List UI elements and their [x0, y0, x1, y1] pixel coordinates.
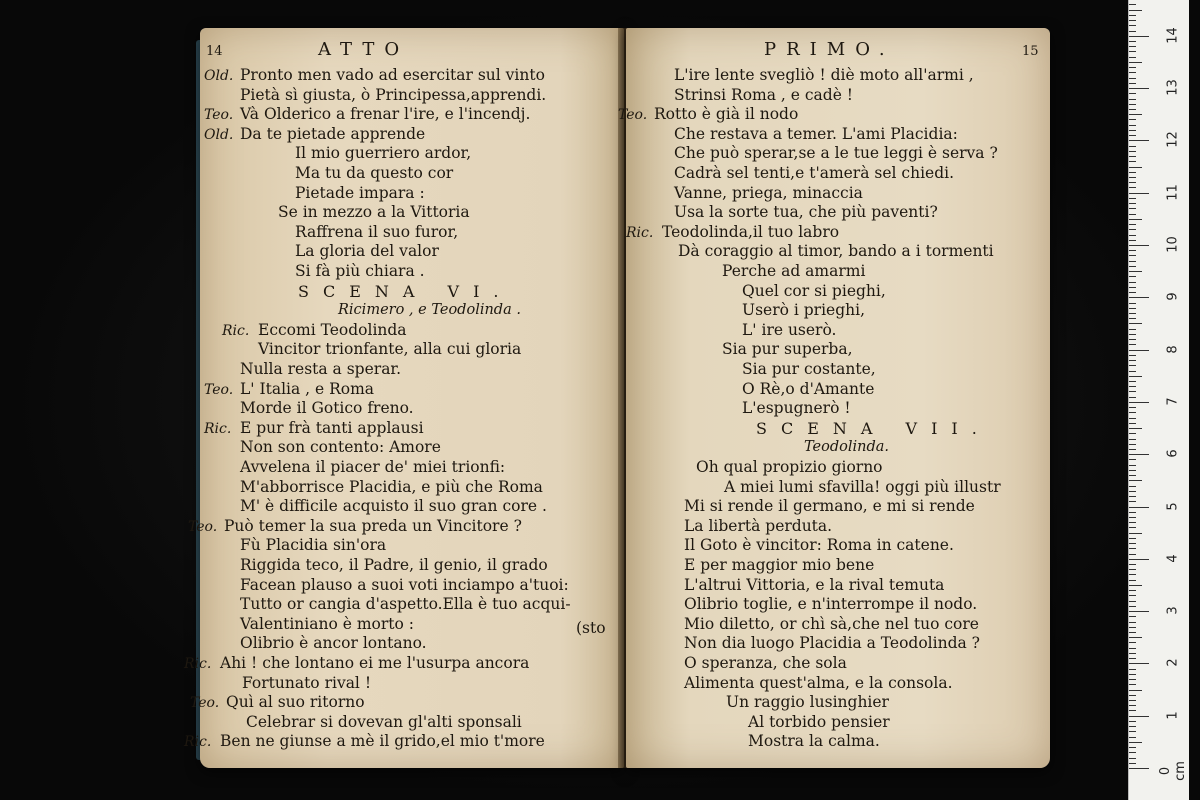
ruler-tick — [1129, 276, 1136, 277]
left-text-line: Avvelena il piacer de' miei trionfi: — [240, 458, 506, 476]
ruler-tick — [1129, 271, 1142, 272]
ruler-tick — [1129, 240, 1136, 241]
ruler-tick — [1129, 187, 1136, 188]
right-text-line: Userò i prieghi, — [742, 301, 865, 320]
ruler-tick — [1129, 46, 1136, 47]
left-text-line: Non son contento: Amore — [240, 438, 441, 457]
right-text-line: Alimenta quest'alma, e la consola. — [684, 673, 953, 692]
ruler-tick — [1129, 114, 1142, 115]
ruler-tick — [1129, 418, 1136, 419]
right-text-line: Vanne, priega, minaccia — [674, 183, 863, 202]
ruler-tick — [1129, 543, 1136, 544]
right-text-line: Sia pur costante, — [742, 360, 876, 378]
left-speaker-label: Ric. — [184, 656, 212, 672]
ruler-tick — [1129, 480, 1142, 481]
right-text-line: Sia pur superba, — [722, 340, 853, 359]
ruler-tick — [1129, 538, 1136, 539]
ruler-tick — [1129, 465, 1136, 466]
ruler-tick — [1129, 768, 1149, 769]
ruler-tick — [1129, 679, 1136, 680]
ruler-tick — [1129, 229, 1136, 230]
ruler-tick — [1129, 742, 1142, 743]
ruler-tick — [1129, 140, 1149, 141]
left-text-line: Olibrio è ancor lontano. — [240, 634, 427, 653]
ruler-tick — [1129, 371, 1136, 372]
left-text-line: Il mio guerriero ardor, — [295, 144, 472, 163]
ruler-tick — [1129, 449, 1136, 450]
margin-note: (sto — [576, 618, 606, 637]
ruler-tick — [1129, 130, 1136, 131]
left-text-line: Pronto men vado ad esercitar sul vinto — [240, 66, 545, 84]
right-text-line: Oh qual propizio giorno — [696, 458, 883, 476]
ruler-tick — [1129, 569, 1136, 570]
right-text-line: Che può sperar,se a le tue leggi è serva ? — [674, 144, 998, 163]
left-text-line: Valentiniano è morto : — [240, 614, 414, 633]
ruler-tick — [1129, 72, 1136, 73]
ruler-tick — [1129, 182, 1136, 183]
ruler-tick — [1129, 501, 1136, 502]
right-text-line: Strinsi Roma , e cadè ! — [674, 85, 854, 104]
ruler-tick — [1129, 151, 1136, 152]
left-text-line: La gloria del valor — [295, 242, 439, 261]
ruler-tick — [1129, 590, 1136, 591]
ruler-number: 10 — [1165, 236, 1181, 253]
ruler-tick — [1129, 616, 1136, 617]
ruler-tick — [1129, 486, 1136, 487]
ruler-tick — [1129, 695, 1136, 696]
ruler-tick — [1129, 329, 1136, 330]
ruler-number: 4 — [1165, 554, 1181, 563]
ruler-tick — [1129, 459, 1136, 460]
left-text-line: Và Olderico a frenar l'ire, e l'incendj. — [240, 105, 531, 124]
left-text-line: Ben ne giunse a mè il grido,el mio t'more — [220, 732, 545, 751]
ruler-tick — [1129, 710, 1136, 711]
ruler-tick — [1129, 595, 1136, 596]
ruler-tick — [1129, 439, 1136, 440]
ruler-tick — [1129, 161, 1136, 162]
ruler-tick — [1129, 585, 1142, 586]
ruler-tick — [1129, 554, 1136, 555]
ruler-tick — [1129, 292, 1136, 293]
ruler-tick — [1129, 397, 1136, 398]
right-page — [618, 28, 1050, 768]
right-text-line: Rotto è già il nodo — [654, 105, 799, 124]
ruler-tick — [1129, 564, 1136, 565]
ruler-tick — [1129, 255, 1136, 256]
left-text-line: Vincitor trionfante, alla cui gloria — [258, 340, 522, 359]
ruler-number: 11 — [1165, 183, 1181, 201]
ruler-tick — [1129, 737, 1136, 738]
ruler-tick — [1129, 193, 1149, 194]
ruler-tick — [1129, 721, 1136, 722]
ruler-tick — [1129, 642, 1136, 643]
left-page — [184, 28, 624, 768]
ruler-tick — [1129, 376, 1142, 377]
ruler-tick — [1129, 674, 1136, 675]
ruler-tick — [1129, 475, 1136, 476]
left-text-line: Celebrar si dovevan gl'alti sponsali — [246, 712, 522, 731]
right-text-line: Al torbido pensier — [748, 712, 890, 731]
left-text-line: Pietà sì giusta, ò Principessa,apprendi. — [240, 85, 547, 104]
ruler-tick — [1129, 146, 1136, 147]
right-text-line: L'altrui Vittoria, e la rival temuta — [684, 575, 945, 594]
ruler-tick — [1129, 219, 1142, 220]
right-scene-heading: SCENA VII. — [756, 418, 991, 438]
right-text-line: L' ire userò. — [742, 320, 837, 339]
ruler-tick — [1129, 527, 1136, 528]
right-text-line: Mi si rende il germano, e mi si rende — [684, 497, 975, 516]
ruler-tick — [1129, 250, 1136, 251]
ruler-tick — [1129, 125, 1136, 126]
right-text-line: Perche ad amarmi — [722, 262, 866, 280]
ruler-tick — [1129, 266, 1136, 267]
ruler-number: 8 — [1165, 344, 1181, 354]
right-text-line: Un raggio lusinghier — [726, 693, 889, 712]
ruler-tick — [1129, 41, 1136, 42]
right-page-header: PRIMO. — [764, 39, 895, 60]
ruler-tick — [1129, 208, 1136, 209]
left-text-line: Fù Placidia sin'ora — [240, 536, 387, 555]
ruler-unit-label: 0 cm — [1158, 761, 1188, 781]
left-scene-heading: SCENA VI. — [298, 281, 513, 301]
right-text-line: Mostra la calma. — [748, 732, 880, 751]
ruler-tick — [1129, 533, 1142, 534]
ruler-tick — [1129, 25, 1136, 26]
ruler-tick — [1129, 20, 1136, 21]
left-text-line: Se in mezzo a la Vittoria — [278, 203, 470, 222]
ruler-number: 12 — [1165, 131, 1181, 149]
ruler-tick — [1129, 423, 1136, 424]
right-text-line: Dà coraggio al timor, bando a i tormenti — [678, 242, 994, 261]
ruler-tick — [1129, 4, 1136, 5]
ruler-tick — [1129, 705, 1136, 706]
left-text-line: L' Italia , e Roma — [240, 379, 375, 398]
left-text-line: E pur frà tanti applausi — [240, 418, 424, 437]
ruler-tick — [1129, 355, 1136, 356]
right-page-number: 15 — [1022, 44, 1039, 59]
ruler-tick — [1129, 428, 1142, 429]
ruler-number: 2 — [1165, 658, 1181, 668]
ruler-tick — [1129, 51, 1136, 52]
right-text-line: Non dia luogo Placidia a Teodolinda ? — [684, 634, 980, 653]
left-text-line: M'abborrisce Placidia, e più che Roma — [240, 477, 543, 496]
ruler-tick — [1129, 669, 1136, 670]
ruler-tick — [1129, 548, 1136, 549]
ruler-tick — [1129, 758, 1136, 759]
ruler-tick — [1129, 433, 1136, 434]
ruler-number: 3 — [1165, 606, 1181, 615]
right-text-line: L'ire lente svegliò ! diè moto all'armi , — [674, 66, 974, 84]
ruler-tick — [1129, 412, 1136, 413]
right-text-line: E per maggior mio bene — [684, 556, 875, 574]
ruler-tick — [1129, 653, 1136, 654]
left-text-line: Quì al suo ritorno — [226, 693, 365, 712]
ruler-tick — [1129, 627, 1136, 628]
ruler-tick — [1129, 360, 1136, 361]
right-text-line: La libertà perduta. — [684, 516, 833, 535]
ruler-tick — [1129, 323, 1142, 324]
ruler-tick — [1129, 83, 1136, 84]
ruler-tick — [1129, 574, 1136, 575]
ruler-tick — [1129, 303, 1136, 304]
left-text-line: Ma tu da questo cor — [295, 164, 454, 182]
ruler-tick — [1129, 752, 1136, 753]
ruler-tick — [1129, 512, 1136, 513]
ruler-number: 13 — [1165, 79, 1181, 96]
ruler-tick — [1129, 622, 1136, 623]
ruler-tick — [1129, 747, 1136, 748]
left-text-line: Fortunato rival ! — [242, 673, 372, 692]
right-page-text — [618, 28, 1050, 768]
ruler-tick — [1129, 167, 1142, 168]
ruler-tick — [1129, 104, 1136, 105]
ruler-tick — [1129, 67, 1136, 68]
left-text-line: Eccomi Teodolinda — [258, 320, 407, 339]
ruler-tick — [1129, 381, 1136, 382]
ruler-tick — [1129, 224, 1136, 225]
ruler-tick — [1129, 496, 1136, 497]
ruler-tick — [1129, 198, 1136, 199]
ruler-tick — [1129, 507, 1149, 508]
left-text-line: Nulla resta a sperar. — [240, 360, 402, 378]
ruler-tick — [1129, 36, 1149, 37]
ruler-tick — [1129, 522, 1136, 523]
right-text-line: Quel cor si pieghi, — [742, 281, 886, 300]
ruler-tick — [1129, 700, 1136, 701]
ruler-tick — [1129, 601, 1136, 602]
right-text-line: O speranza, che sola — [684, 654, 847, 672]
right-text-line: Mio diletto, or chì sà,che nel tuo core — [684, 614, 979, 633]
left-text-line: Ricimero , e Teodolinda . — [338, 302, 521, 319]
ruler-tick — [1129, 606, 1136, 607]
ruler-number: 6 — [1165, 449, 1181, 458]
left-speaker-label: Old. — [204, 126, 234, 143]
ruler-tick — [1129, 135, 1136, 136]
ruler-tick — [1129, 109, 1136, 110]
ruler-tick — [1129, 344, 1136, 345]
ruler-tick — [1129, 261, 1136, 262]
left-page-number: 14 — [206, 44, 223, 59]
ruler-tick — [1129, 318, 1136, 319]
left-speaker-label: Teo. — [204, 381, 234, 398]
ruler-tick — [1129, 517, 1136, 518]
left-speaker-label: Ric. — [222, 322, 250, 339]
left-speaker-label: Ric. — [184, 734, 212, 751]
ruler-tick — [1129, 88, 1149, 89]
ruler-tick — [1129, 245, 1149, 246]
left-text-line: Tutto or cangia d'aspetto.Ella è tuo acqui- — [240, 595, 571, 614]
ruler-tick — [1129, 648, 1136, 649]
ruler-tick — [1129, 308, 1136, 309]
ruler-tick — [1129, 93, 1136, 94]
ruler-tick — [1129, 156, 1136, 157]
right-text-line: Che restava a temer. L'ami Placidia: — [674, 124, 958, 143]
ruler-tick — [1129, 470, 1136, 471]
ruler-tick — [1129, 235, 1136, 236]
ruler-tick — [1129, 559, 1149, 560]
ruler-number: 14 — [1165, 27, 1181, 44]
ruler-tick — [1129, 119, 1136, 120]
ruler-tick — [1129, 731, 1136, 732]
ruler-tick — [1129, 313, 1136, 314]
ruler-tick — [1129, 726, 1136, 727]
ruler-tick — [1129, 407, 1136, 408]
ruler-tick — [1129, 690, 1142, 691]
right-text-line: Cadrà sel tenti,e t'amerà sel chiedi. — [674, 164, 954, 182]
ruler-tick — [1129, 31, 1136, 32]
left-speaker-label: Ric. — [204, 420, 232, 437]
left-text-line: Raffrena il suo furor, — [295, 222, 459, 241]
ruler-tick — [1129, 99, 1136, 100]
ruler-tick — [1129, 203, 1136, 204]
ruler-tick — [1129, 716, 1149, 717]
ruler-tick — [1129, 350, 1149, 351]
ruler-tick — [1129, 611, 1149, 612]
left-text-line: Morde il Gotico freno. — [240, 399, 414, 418]
ruler-tick — [1129, 339, 1136, 340]
ruler-tick — [1129, 10, 1142, 11]
left-page-header: ATTO — [318, 39, 410, 60]
ruler-tick — [1129, 391, 1136, 392]
right-text-line: A miei lumi sfavilla! oggi più illustr — [724, 477, 1001, 496]
ruler-tick — [1129, 402, 1149, 403]
ruler-tick — [1129, 637, 1142, 638]
left-speaker-label: Teo. — [188, 518, 218, 535]
ruler-tick — [1129, 491, 1136, 492]
ruler-tick — [1129, 365, 1136, 366]
left-text-line: Facean plauso a suoi voti inciampo a'tuoi: — [240, 575, 569, 594]
ruler-tick — [1129, 15, 1136, 16]
left-page-text — [184, 28, 624, 768]
ruler-tick — [1129, 78, 1136, 79]
ruler-tick — [1129, 287, 1136, 288]
ruler-tick — [1129, 282, 1136, 283]
left-speaker-label: Old. — [204, 68, 234, 84]
right-text-line: Olibrio toglie, e n'interrompe il nodo. — [684, 595, 978, 614]
ruler-tick — [1129, 214, 1136, 215]
ruler-tick — [1129, 172, 1136, 173]
right-speaker-label: Teo. — [618, 107, 648, 124]
left-text-line: Si fà più chiara . — [295, 262, 425, 280]
ruler-number: 7 — [1165, 397, 1181, 406]
measurement-ruler — [1128, 0, 1189, 800]
ruler-number: 1 — [1165, 711, 1181, 720]
ruler-tick — [1129, 57, 1136, 58]
ruler-tick — [1129, 444, 1136, 445]
left-speaker-label: Teo. — [204, 107, 234, 124]
ruler-tick — [1129, 663, 1149, 664]
ruler-tick — [1129, 684, 1136, 685]
left-text-line: M' è difficile acquisto il suo gran core . — [240, 497, 547, 516]
right-text-line: Teodolinda. — [804, 439, 890, 456]
right-text-line: O Rè,o d'Amante — [742, 379, 875, 398]
right-text-line: Il Goto è vincitor: Roma in catene. — [684, 536, 954, 555]
right-text-line: Teodolinda,il tuo labro — [662, 222, 840, 241]
ruler-tick — [1129, 62, 1142, 63]
right-speaker-label: Ric. — [626, 224, 654, 241]
ruler-tick — [1129, 658, 1136, 659]
ruler-number: 5 — [1165, 501, 1181, 511]
left-text-line: Da te pietade apprende — [240, 124, 426, 143]
right-text-line: L'espugnerò ! — [742, 399, 851, 418]
ruler-tick — [1129, 580, 1136, 581]
right-text-line: Usa la sorte tua, che più paventi? — [674, 203, 938, 222]
left-text-line: Ahi ! che lontano ei me l'usurpa ancora — [220, 654, 530, 672]
left-text-line: Può temer la sua preda un Vincitore ? — [224, 516, 522, 535]
left-text-line: Riggida teco, il Padre, il genio, il grado — [240, 556, 548, 574]
ruler-tick — [1129, 297, 1149, 298]
ruler-number: 9 — [1165, 292, 1181, 301]
left-speaker-label: Teo. — [190, 695, 220, 712]
ruler-tick — [1129, 454, 1149, 455]
ruler-tick — [1129, 763, 1136, 764]
left-text-line: Pietade impara : — [295, 183, 425, 202]
ruler-tick — [1129, 334, 1136, 335]
ruler-tick — [1129, 632, 1136, 633]
ruler-tick — [1129, 386, 1136, 387]
ruler-tick — [1129, 177, 1136, 178]
